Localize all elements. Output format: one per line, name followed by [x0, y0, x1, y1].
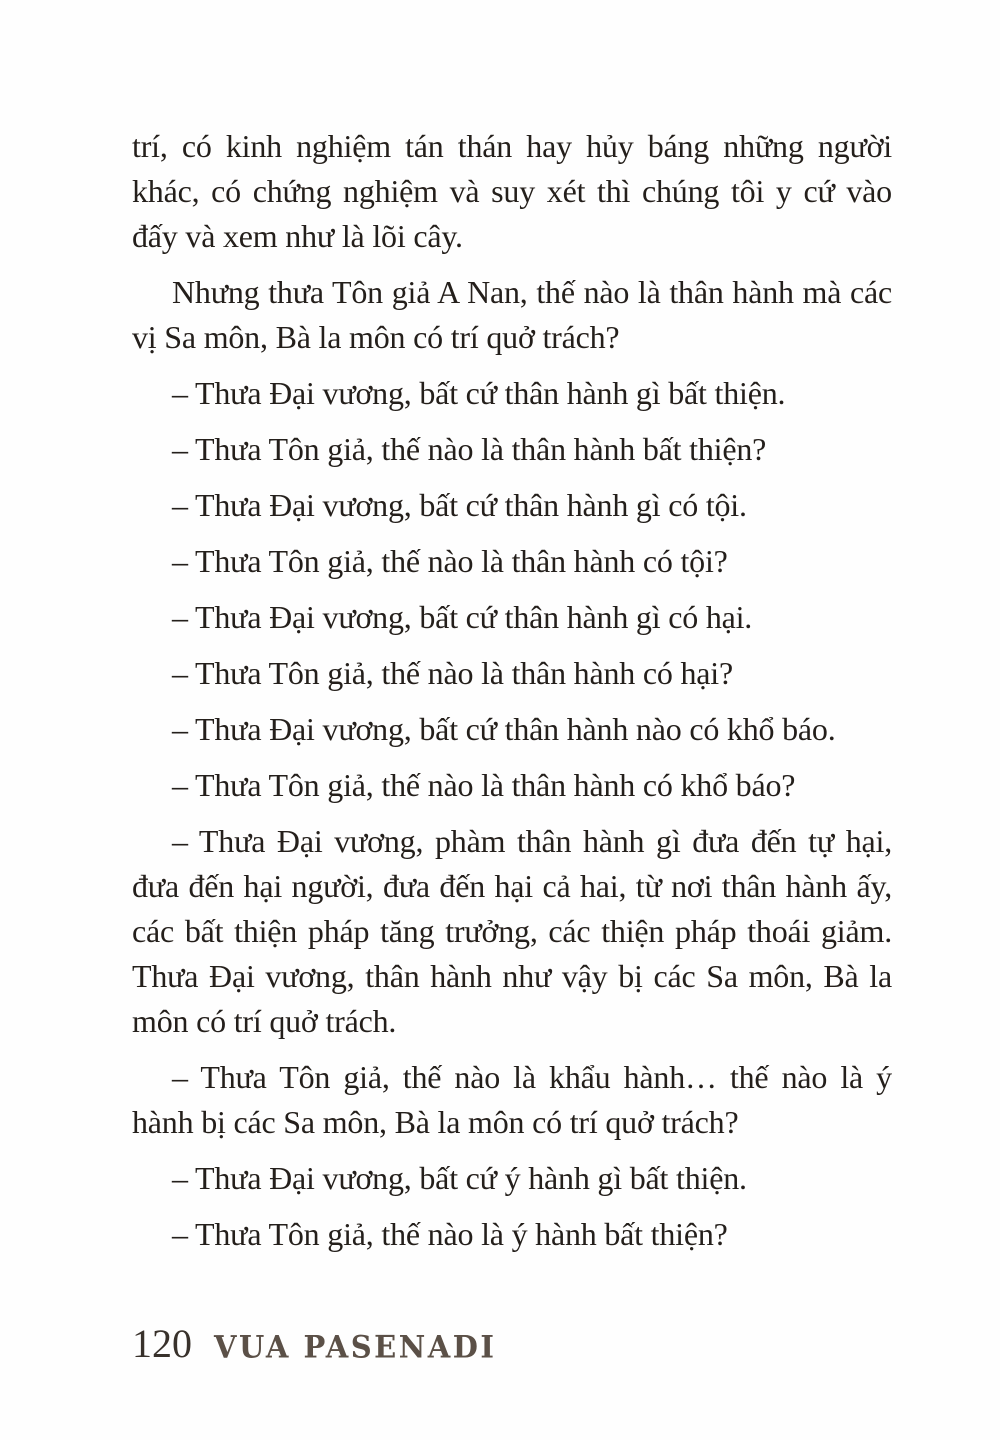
- dialogue-line: – Thưa Tôn giả, thế nào là thân hành có hại?: [172, 655, 733, 691]
- dialogue-line: – Thưa Đại vương, phàm thân hành gì đưa đến tự hại, đưa đến hại người, đưa đến hại cả hai, từ nơi thân hành ấy, các bất thiện pháp tăng trưởng, các thiện pháp thoái giảm. Thưa Đại vương, thân hành như vậy bị các Sa môn, Bà la môn có trí quở trách.: [132, 823, 892, 1039]
- dialogue-line: – Thưa Tôn giả, thế nào là thân hành bất thiện?: [172, 431, 767, 467]
- page-number: 120: [132, 1321, 192, 1366]
- dialogue-line: – Thưa Đại vương, bất cứ thân hành gì có hại.: [172, 599, 753, 635]
- page-text-block: [132, 124, 892, 1268]
- dialogue-line: – Thưa Tôn giả, thế nào là khẩu hành… thế nào là ý hành bị các Sa môn, Bà la môn có trí quở trách?: [132, 1059, 892, 1140]
- page-footer: [132, 1320, 496, 1367]
- dialogue-line: – Thưa Tôn giả, thế nào là ý hành bất thiện?: [172, 1216, 728, 1252]
- dialogue-line: – Thưa Đại vương, bất cứ thân hành gì bất thiện.: [172, 375, 786, 411]
- dialogue-line: – Thưa Tôn giả, thế nào là thân hành có tội?: [172, 543, 728, 579]
- paragraph: trí, có kinh nghiệm tán thán hay hủy báng những người khác, có chứng nghiệm và suy xét thì chúng tôi y cứ vào đấy và xem như là lõi cây.: [132, 128, 892, 254]
- dialogue-line: – Thưa Đại vương, bất cứ ý hành gì bất thiện.: [172, 1160, 747, 1196]
- running-footer-book-title: VUA PASENADI: [214, 1329, 497, 1365]
- dialogue-line: – Thưa Tôn giả, thế nào là thân hành có khổ báo?: [172, 767, 796, 803]
- dialogue-line: – Thưa Đại vương, bất cứ thân hành nào có khổ báo.: [172, 711, 836, 747]
- paragraph: Nhưng thưa Tôn giả A Nan, thế nào là thân hành mà các vị Sa môn, Bà la môn có trí quở trách?: [132, 274, 892, 355]
- dialogue-line: – Thưa Đại vương, bất cứ thân hành gì có tội.: [172, 487, 747, 523]
